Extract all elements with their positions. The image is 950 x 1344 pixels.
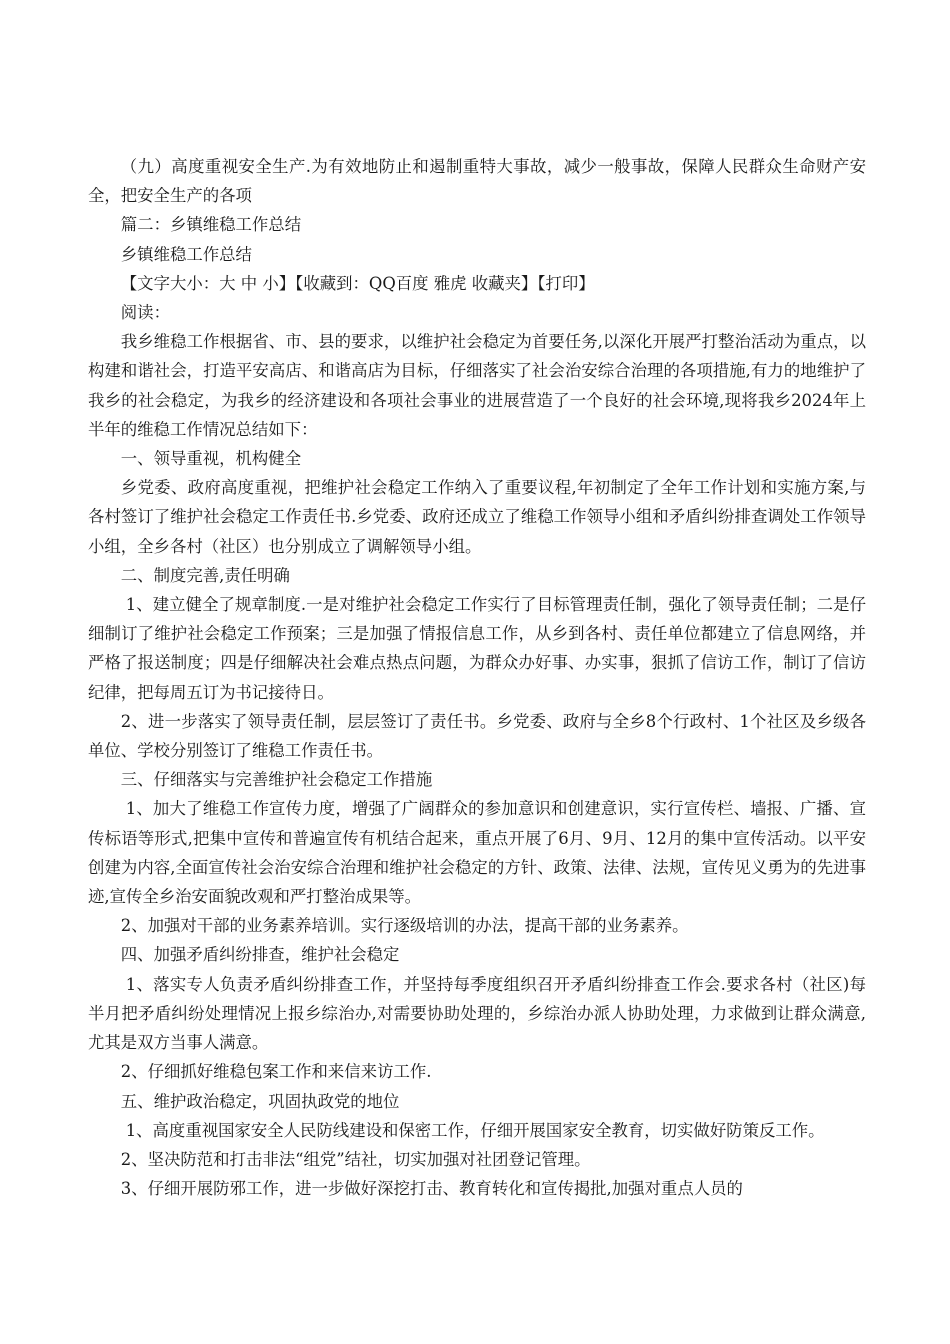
read-label: 阅读： (120, 303, 170, 323)
paragraph-heading-one-body: 乡党委、政府高度重视，把维护社会稳定工作纳入了重要议程,年初制定了全年工作计划和实施方案,与各村签订了维护社会稳定工作责任书.乡党委、政府还成立了维稳工作领导小组和矛盾纠纷排查调处工作领导小组，全乡各村（社区）也分别成立了调解领导小组。 (88, 478, 866, 556)
paragraph-five-item-three: 3、仔细开展防邪工作，进一步做好深挖打击、教育转化和宣传揭批,加强对重点人员的 (120, 1179, 743, 1199)
paragraph-three-item-two: 2、加强对干部的业务素养培训。实行逐级培训的办法，提高干部的业务素养。 (120, 916, 689, 936)
heading-one: 一、领导重视，机构健全 (120, 449, 302, 469)
paragraph-three-item-one: 1、加大了维稳工作宣传力度，增强了广阔群众的参加意识和创建意识，实行宣传栏、墙报、广播、宣传标语等形式,把集中宣传和普遍宣传有机结合起来，重点开展了6月、9月、12月的集中宣传活动。以平安创建为内容,全面宣传社会治安综合治理和维护社会稳定的方针、政策、法律、法规，宣传见义勇为的先进事迹,宣传全乡治安面貌改观和严打整治成果等。 (88, 799, 866, 907)
paragraph-four-item-one: 1、落实专人负责矛盾纠纷排查工作，并坚持每季度组织召开矛盾纠纷排查工作会.要求各村（社区)每半月把矛盾纠纷处理情况上报乡综治办,对需要协助处理的，乡综治办派人协助处理，力求做到让群众满意,尤其是双方当事人满意。 (88, 974, 866, 1053)
paragraph-intro-nine: （九）高度重视安全生产.为有效地防止和遏制重特大事故，减少一般事故，保障人民群众生命财产安全，把安全生产的各项 (88, 157, 866, 206)
paragraph-five-item-one: 1、高度重视国家安全人民防线建设和保密工作，仔细开展国家安全教育，切实做好防策反工作。 (125, 1120, 825, 1140)
paragraph-two-item-two: 2、进一步落实了领导责任制，层层签订了责任书。乡党委、政府与全乡8个行政村、1个社区及乡级各单位、学校分别签订了维稳工作责任书。 (88, 711, 866, 761)
heading-three: 三、仔细落实与完善维护社会稳定工作措施 (120, 770, 433, 790)
article-title: 乡镇维稳工作总结 (120, 244, 252, 264)
heading-five: 五、维护政治稳定，巩固执政党的地位 (120, 1091, 400, 1111)
document-page (88, 152, 866, 1203)
heading-two: 二、制度完善,责任明确 (120, 565, 290, 585)
paragraph-four-item-two: 2、仔细抓好维稳包案工作和来信来访工作. (120, 1062, 432, 1082)
paragraph-summary: 我乡维稳工作根据省、市、县的要求，以维护社会稳定为首要任务,以深化开展严打整治活动为重点，以构建和谐社会，打造平安高店、和谐高店为目标，仔细落实了社会治安综合治理的各项措施,有力的地维护了我乡的社会稳定，为我乡的经济建设和各项社会事业的进展营造了一个良好的社会环境,现将我乡2024年上半年的维稳工作情况总结如下： (88, 332, 866, 439)
section-title-part-two: 篇二：乡镇维稳工作总结 (120, 215, 302, 235)
paragraph-two-item-one: 1、建立健全了规章制度.一是对维护社会稳定工作实行了目标管理责任制，强化了领导责任制；二是仔细制订了维护社会稳定工作预案；三是加强了情报信息工作，从乡到各村、责任单位都建立了信息网络，并严格了报送制度；四是仔细解决社会难点热点问题，为群众办好事、办实事，狠抓了信访工作，制订了信访纪律，把每周五订为书记接待日。 (88, 595, 866, 702)
heading-four: 四、加强矛盾纠纷排查，维护社会稳定 (120, 945, 400, 965)
font-size-toolbar-line: 【文字大小：大 中 小】【收藏到：QQ百度 雅虎 收藏夹】【打印】 (120, 273, 595, 293)
paragraph-five-item-two: 2、坚决防范和打击非法“组党”结社，切实加强对社团登记管理。 (120, 1149, 591, 1169)
